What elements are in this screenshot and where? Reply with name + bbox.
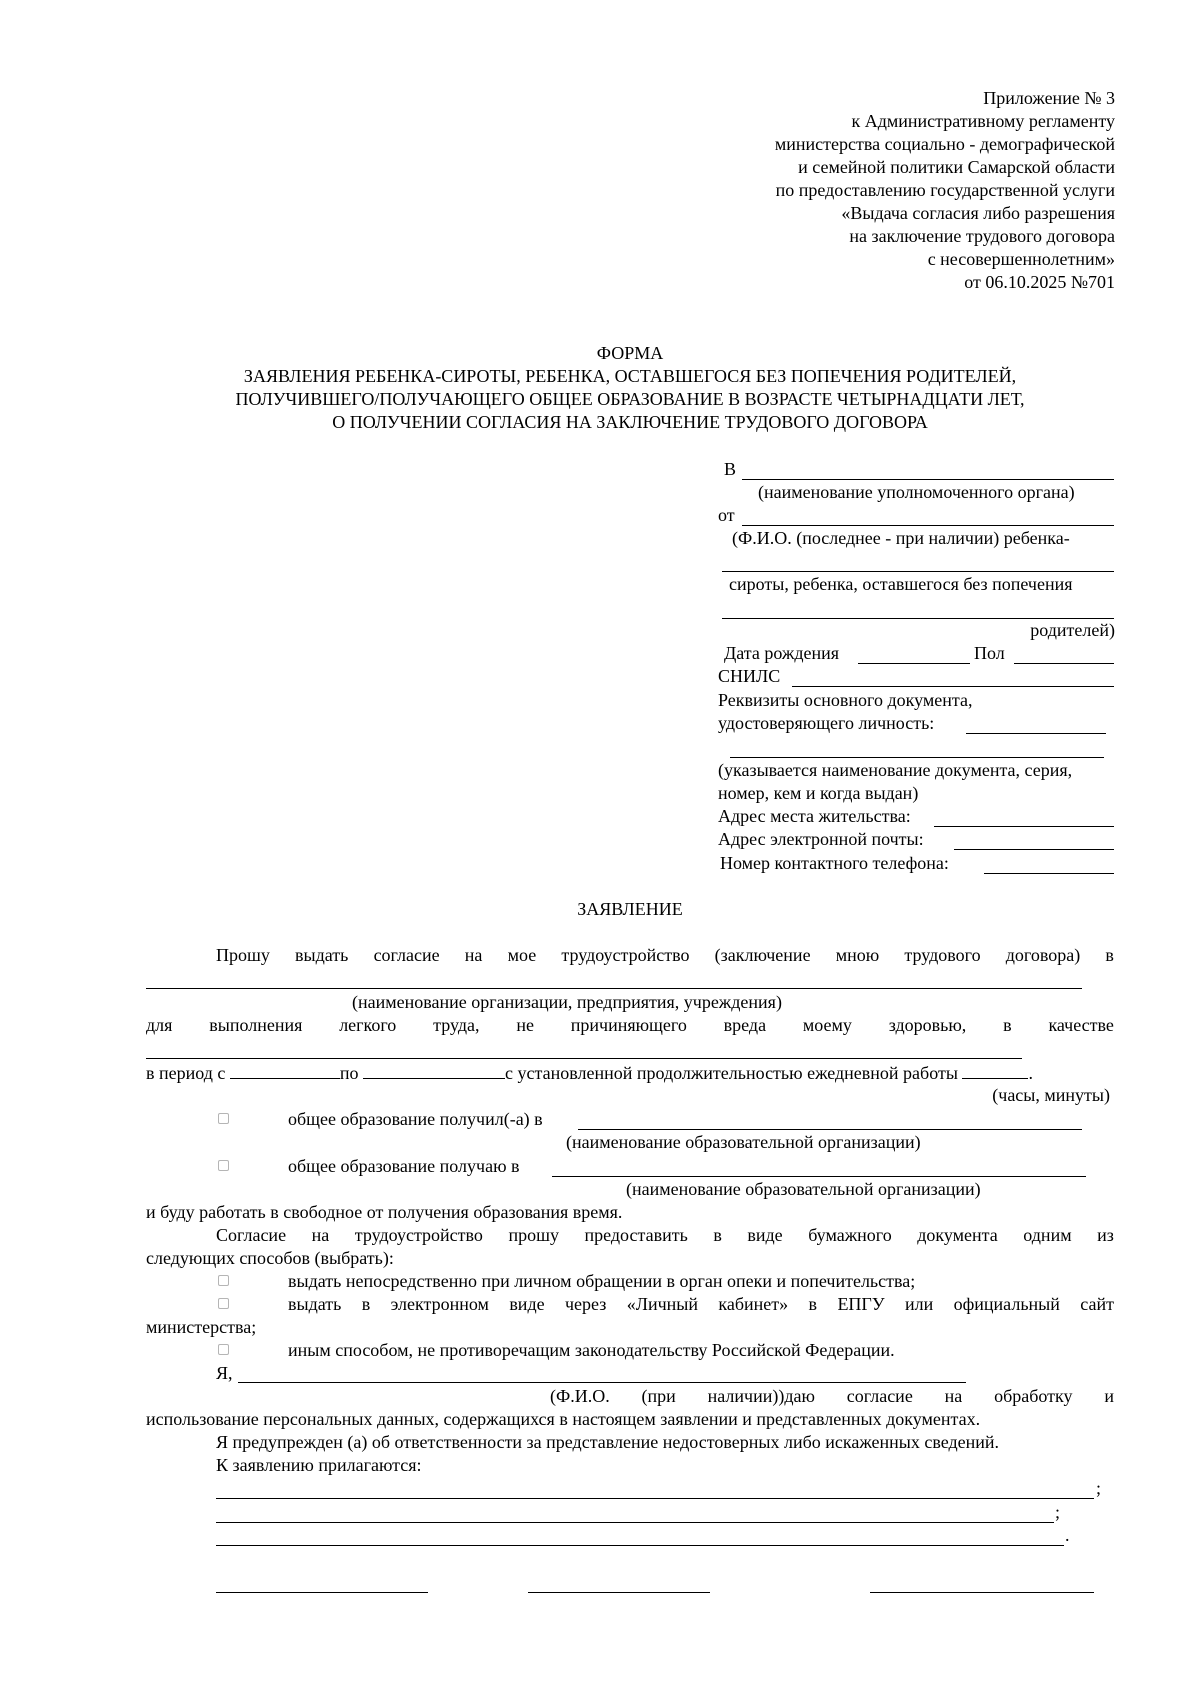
word: не bbox=[516, 1015, 534, 1035]
form-title bbox=[0, 342, 1200, 434]
consent-cont: следующих способов (выбрать): bbox=[146, 1248, 394, 1268]
statement-heading: ЗАЯВЛЕНИЕ bbox=[577, 899, 683, 919]
phone-field[interactable] bbox=[984, 873, 1114, 874]
word: «Личный bbox=[626, 1294, 699, 1314]
word: в bbox=[1003, 1015, 1012, 1035]
word: (при bbox=[641, 1386, 676, 1406]
word: через bbox=[564, 1294, 607, 1314]
method1-label: выдать непосредственно при личном обращении в орган опеки и попечительства; bbox=[288, 1271, 916, 1291]
sex-label: Пол bbox=[974, 643, 1005, 663]
word: или bbox=[904, 1294, 934, 1314]
word: на bbox=[311, 1225, 330, 1245]
title-line: ПОЛУЧИВШЕГО/ПОЛУЧАЮЩЕГО ОБЩЕЕ ОБРАЗОВАНИЕ В ВОЗРАСТЕ ЧЕТЫРНАДЦАТИ ЛЕТ, bbox=[235, 389, 1025, 409]
doc-field-2[interactable] bbox=[730, 757, 1104, 758]
word: Согласие bbox=[216, 1225, 287, 1245]
purpose-line bbox=[146, 1014, 1114, 1037]
word: виде bbox=[509, 1294, 545, 1314]
doc-field[interactable] bbox=[966, 733, 1106, 734]
email-field[interactable] bbox=[954, 849, 1114, 850]
attachment-end: . bbox=[1065, 1525, 1070, 1545]
request-line bbox=[216, 944, 1114, 967]
period-dot: . bbox=[1028, 1063, 1033, 1083]
appendix-line: «Выдача согласия либо разрешения bbox=[841, 203, 1115, 223]
word: (заключение bbox=[714, 945, 811, 965]
fio-caption: родителей) bbox=[1030, 620, 1115, 640]
word: легкого bbox=[339, 1015, 397, 1035]
word: вреда bbox=[723, 1015, 767, 1035]
word: моему bbox=[802, 1015, 852, 1035]
word: согласие bbox=[846, 1386, 913, 1406]
attachment-end: ; bbox=[1096, 1478, 1102, 1498]
word: сайт bbox=[1080, 1294, 1114, 1314]
appendix-line: к Административному регламенту bbox=[851, 111, 1115, 131]
address-label: Адрес места жительства: bbox=[718, 806, 911, 826]
word: ЕПГУ bbox=[837, 1294, 885, 1314]
appendix-line: от 06.10.2025 №701 bbox=[964, 272, 1115, 292]
free-time-text: и буду работать в свободное от получения образования время. bbox=[146, 1202, 623, 1222]
method3-label: иным способом, не противоречащим законодательству Российской Федерации. bbox=[288, 1340, 895, 1360]
word: официальный bbox=[953, 1294, 1060, 1314]
word: электронном bbox=[390, 1294, 489, 1314]
appendix-line: Приложение № 3 bbox=[983, 88, 1115, 108]
hours-caption: (часы, минуты) bbox=[992, 1085, 1110, 1105]
word: и bbox=[1104, 1386, 1114, 1406]
word: Прошу bbox=[216, 945, 270, 965]
word: трудоустройство bbox=[354, 1225, 483, 1245]
doc-label: удостоверяющего личность: bbox=[718, 713, 935, 733]
method2-checkbox[interactable] bbox=[218, 1298, 229, 1309]
position-field[interactable] bbox=[146, 1058, 1022, 1059]
word: выдать bbox=[288, 1294, 342, 1314]
applicant-name-field[interactable] bbox=[238, 1382, 966, 1383]
edu-receiving-checkbox[interactable] bbox=[218, 1160, 229, 1171]
email-label: Адрес электронной почты: bbox=[718, 829, 924, 849]
period-start-field[interactable] bbox=[230, 1061, 340, 1079]
method1-checkbox[interactable] bbox=[218, 1275, 229, 1286]
appendix-block bbox=[775, 87, 1115, 294]
word: обработку bbox=[994, 1386, 1073, 1406]
attached-label: К заявлению прилагаются: bbox=[216, 1455, 422, 1475]
appendix-line: по предоставлению государственной услуги bbox=[775, 180, 1115, 200]
word: мною bbox=[835, 945, 880, 965]
doc-caption: номер, кем и когда выдан) bbox=[718, 783, 919, 803]
org-caption: (наименование организации, предприятия, учреждения) bbox=[352, 992, 782, 1012]
method3-checkbox[interactable] bbox=[218, 1344, 229, 1355]
date-signature-field[interactable] bbox=[216, 1592, 428, 1593]
word: трудового bbox=[904, 945, 981, 965]
edu-caption: (наименование образовательной организации) bbox=[566, 1132, 921, 1152]
doc-label: Реквизиты основного документа, bbox=[718, 690, 973, 710]
word: в bbox=[361, 1294, 371, 1314]
doc-caption: (указывается наименование документа, серия, bbox=[718, 760, 1073, 780]
word: бумажного bbox=[808, 1225, 892, 1245]
personal-data-cont: использование персональных данных, содержащихся в настоящем заявлении и представленных документах. bbox=[146, 1409, 981, 1429]
word: договора) bbox=[1005, 945, 1081, 965]
to-line[interactable] bbox=[742, 479, 1114, 480]
word: одним bbox=[1023, 1225, 1072, 1245]
organization-field[interactable] bbox=[146, 988, 1082, 989]
sex-field[interactable] bbox=[1014, 663, 1114, 664]
appendix-line: министерства социально - демографической bbox=[774, 134, 1115, 154]
signature-field[interactable] bbox=[528, 1592, 710, 1593]
edu-received-label: общее образование получил(-а) в bbox=[288, 1109, 543, 1129]
word: наличии))даю bbox=[707, 1386, 815, 1406]
title-line: ФОРМА bbox=[596, 343, 664, 363]
method2-cont: министерства; bbox=[146, 1317, 257, 1337]
to-prefix: В bbox=[724, 459, 737, 479]
phone-label: Номер контактного телефона: bbox=[720, 853, 949, 873]
method2-label bbox=[288, 1293, 1114, 1316]
word: на bbox=[464, 945, 483, 965]
snils-label: СНИЛС bbox=[718, 666, 781, 686]
title-line: О ПОЛУЧЕНИИ СОГЛАСИЯ НА ЗАКЛЮЧЕНИЕ ТРУДОВОГО ДОГОВОРА bbox=[332, 412, 928, 432]
attachment-field-3[interactable] bbox=[216, 1545, 1064, 1546]
word: в bbox=[713, 1225, 722, 1245]
period-end-field[interactable] bbox=[363, 1061, 505, 1079]
edu-caption: (наименование образовательной организации) bbox=[626, 1179, 981, 1199]
word: здоровью, bbox=[888, 1015, 967, 1035]
word: прошу bbox=[508, 1225, 559, 1245]
edu-receiving-field[interactable] bbox=[552, 1176, 1086, 1177]
word: причиняющего bbox=[570, 1015, 687, 1035]
fio-caption: (Ф.И.О. (последнее - при наличии) ребенка- bbox=[732, 528, 1070, 548]
appendix-line: с несовершеннолетним» bbox=[927, 249, 1115, 269]
word: на bbox=[944, 1386, 963, 1406]
edu-received-checkbox[interactable] bbox=[218, 1113, 229, 1124]
period-to-label: по bbox=[339, 1063, 359, 1083]
period-rest-text: с установленной продолжительностью ежедневной работы bbox=[505, 1063, 958, 1083]
attachment-field-2[interactable] bbox=[216, 1522, 1054, 1523]
word: предоставить bbox=[584, 1225, 688, 1245]
signature-name-field[interactable] bbox=[870, 1592, 1094, 1593]
word: качестве bbox=[1048, 1015, 1114, 1035]
word: выдать bbox=[295, 945, 349, 965]
period-from-label: в период с bbox=[146, 1063, 226, 1083]
word: виде bbox=[747, 1225, 783, 1245]
word: согласие bbox=[373, 945, 440, 965]
edu-received-field[interactable] bbox=[578, 1129, 1082, 1130]
to-caption: (наименование уполномоченного органа) bbox=[758, 482, 1075, 502]
word: кабинет» bbox=[718, 1294, 789, 1314]
word: документа bbox=[917, 1225, 998, 1245]
appendix-line: на заключение трудового договора bbox=[849, 226, 1115, 246]
word: мое bbox=[507, 945, 537, 965]
attachment-end: ; bbox=[1055, 1502, 1061, 1522]
daily-hours-field[interactable] bbox=[962, 1061, 1028, 1079]
word: в bbox=[808, 1294, 818, 1314]
word: для bbox=[146, 1015, 173, 1035]
word: выполнения bbox=[209, 1015, 303, 1035]
birth-date-field[interactable] bbox=[858, 663, 970, 664]
snils-field[interactable] bbox=[792, 686, 1114, 687]
word: в bbox=[1105, 945, 1114, 965]
from-line[interactable] bbox=[742, 525, 1114, 526]
i-prefix: Я, bbox=[216, 1363, 233, 1383]
period-line bbox=[146, 1061, 1033, 1085]
consent-line bbox=[216, 1224, 1114, 1247]
fio-caption: сироты, ребенка, оставшегося без попечения bbox=[729, 574, 1073, 594]
word: трудоустройство bbox=[561, 945, 690, 965]
word: (Ф.И.О. bbox=[550, 1386, 610, 1406]
personal-data-line bbox=[550, 1385, 1114, 1408]
from-prefix: от bbox=[718, 505, 735, 525]
word: труда, bbox=[433, 1015, 480, 1035]
birth-label: Дата рождения bbox=[724, 643, 840, 663]
title-line: ЗАЯВЛЕНИЯ РЕБЕНКА-СИРОТЫ, РЕБЕНКА, ОСТАВШЕГОСЯ БЕЗ ПОПЕЧЕНИЯ РОДИТЕЛЕЙ, bbox=[243, 366, 1017, 386]
fio-line-2[interactable] bbox=[722, 571, 1114, 572]
appendix-line: и семейной политики Самарской области bbox=[798, 157, 1115, 177]
warned-text: Я предупрежден (а) об ответственности за представление недостоверных либо искаженных сведений. bbox=[216, 1432, 1000, 1452]
address-field[interactable] bbox=[934, 826, 1114, 827]
edu-receiving-label: общее образование получаю в bbox=[288, 1156, 520, 1176]
attachment-field-1[interactable] bbox=[216, 1498, 1094, 1499]
word: из bbox=[1097, 1225, 1114, 1245]
